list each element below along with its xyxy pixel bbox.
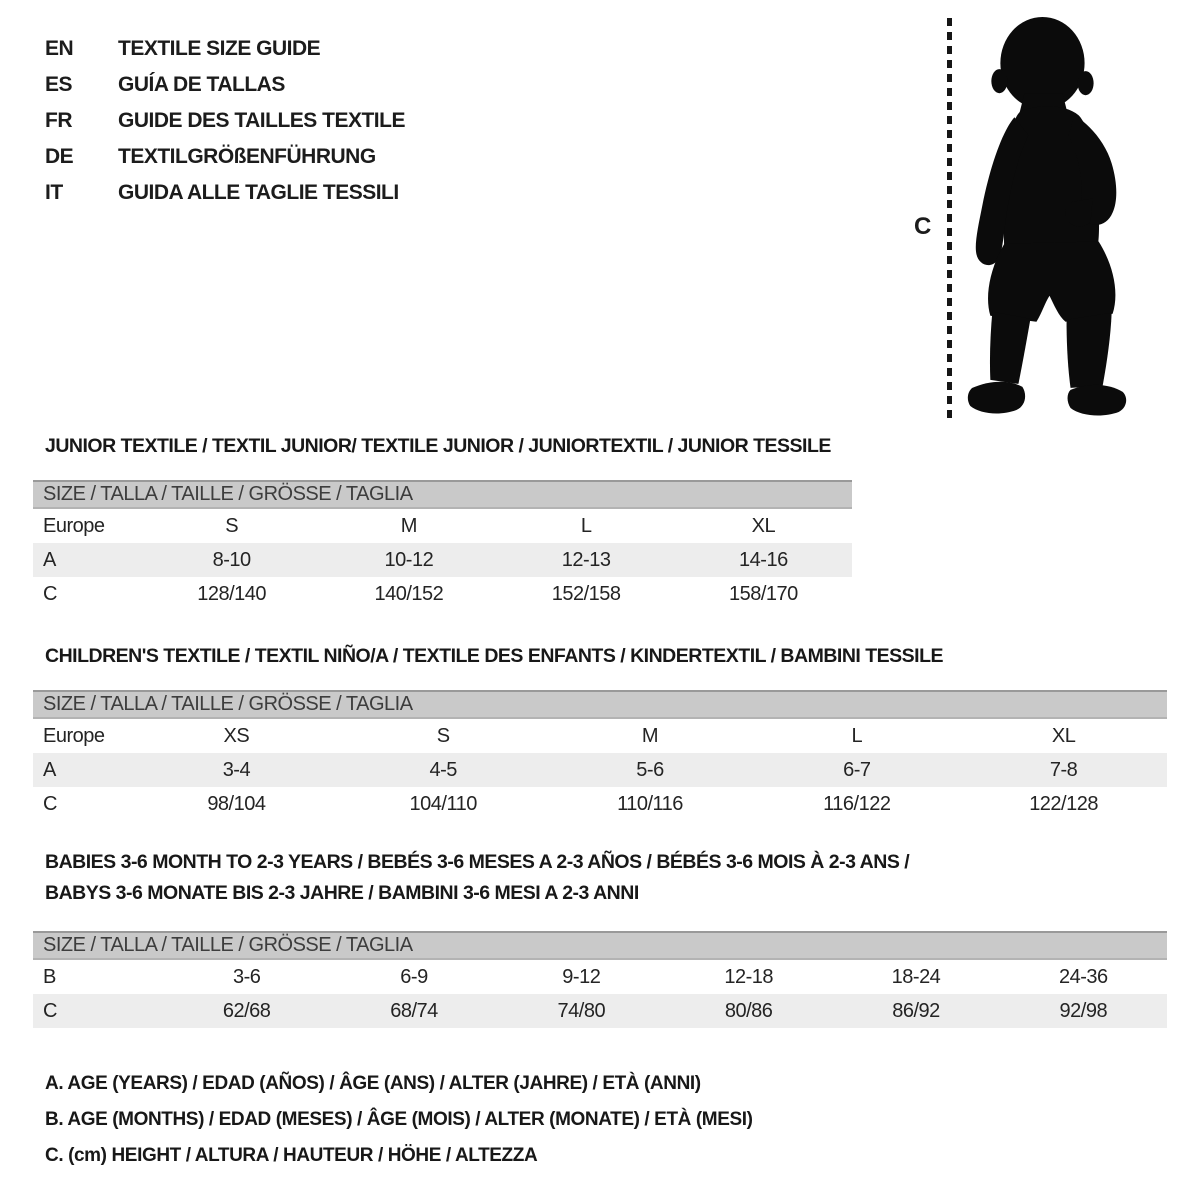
lang-code-en: EN [45,37,74,60]
lang-row-en [45,31,405,67]
height-value: 122/128 [1029,792,1098,815]
lang-label-fr: GUIDE DES TAILLES TEXTILE [118,109,405,132]
months-value: 6-9 [400,965,428,988]
childrens-table-title: CHILDREN'S TEXTILE / TEXTIL NIÑO/A / TEXTILE DES ENFANTS / KINDERTEXTIL / BAMBINI TESSILE [45,645,944,667]
measurement-legend [45,1066,753,1174]
row-label-a: A [43,758,56,781]
babies-title-line1: BABIES 3-6 MONTH TO 2-3 YEARS / BEBÉS 3-6 MESES A 2-3 AÑOS / BÉBÉS 3-6 MOIS À 2-3 ANS / [45,851,910,873]
junior-table-title: JUNIOR TEXTILE / TEXTIL JUNIOR/ TEXTILE JUNIOR / JUNIORTEXTIL / JUNIOR TESSILE [45,435,831,457]
lang-row-fr [45,103,405,139]
height-value: 80/86 [724,999,773,1022]
height-value: 152/158 [551,582,621,605]
height-value: 116/122 [823,792,891,815]
age-value: 6-7 [843,758,871,781]
babies-table-title [33,847,1167,909]
lang-label-es: GUÍA DE TALLAS [118,73,285,96]
childrens-height-row [33,787,1167,821]
age-value: 12-13 [561,548,611,571]
lang-label-it: GUIDA ALLE TAGLIE TESSILI [118,181,399,204]
height-measure-label: C [914,213,932,240]
height-value: 140/152 [374,582,444,605]
age-value: 14-16 [739,548,788,571]
babies-textile-section [33,847,1167,1028]
size-col-header: S [225,514,239,537]
lang-code-de: DE [45,145,74,168]
junior-height-row [33,577,852,611]
height-value: 128/140 [197,582,267,605]
months-value: 18-24 [891,965,941,988]
size-col-header: M [400,514,417,537]
size-col-header: XS [223,724,250,747]
months-value: 9-12 [562,965,601,988]
lang-label-de: TEXTILGRÖßENFÜHRUNG [118,145,376,168]
region-label: Europe [43,724,105,747]
height-value: 86/92 [892,999,940,1022]
childrens-age-row [33,753,1167,787]
height-value: 104/110 [409,792,477,815]
age-value: 3-4 [222,758,251,781]
row-label-c: C [43,999,57,1022]
row-label-c: C [43,582,57,605]
childrens-textile-section [33,644,1167,821]
age-value: 7-8 [1049,758,1078,781]
height-value: 74/80 [557,999,606,1022]
babies-height-row [33,994,1167,1028]
height-value: 158/170 [728,582,798,605]
row-label-c: C [43,792,57,815]
age-value: 10-12 [384,548,434,571]
height-value: 62/68 [222,999,271,1022]
height-value: 68/74 [390,999,438,1022]
lang-code-es: ES [45,73,73,96]
height-value: 92/98 [1059,999,1108,1022]
row-label-a: A [43,548,56,571]
toddler-silhouette-icon [962,15,1138,421]
lang-row-it [45,175,405,211]
babies-months-row [33,960,1167,994]
age-value: 5-6 [636,758,664,781]
babies-title-line2: BABYS 3-6 MONATE BIS 2-3 JAHRE / BAMBINI 3-6 MESI A 2-3 ANNI [45,882,639,904]
babies-size-header-bar: SIZE / TALLA / TAILLE / GRÖSSE / TAGLIA [33,931,1167,960]
age-value: 8-10 [212,548,251,571]
size-col-header: L [851,724,863,747]
legend-line-c: C. (cm) HEIGHT / ALTURA / HAUTEUR / HÖHE / ALTEZZA [45,1145,538,1166]
region-label: Europe [43,514,105,537]
lang-label-en: TEXTILE SIZE GUIDE [118,37,321,60]
months-value: 24-36 [1058,965,1108,988]
language-header [45,31,405,211]
junior-region-row [33,509,852,543]
row-label-b: B [43,965,56,988]
size-col-header: M [641,724,659,747]
months-value: 3-6 [232,965,261,988]
size-col-header: S [436,724,450,747]
junior-size-header-bar: SIZE / TALLA / TAILLE / GRÖSSE / TAGLIA [33,480,852,509]
height-dashed-line [947,18,952,419]
age-value: 4-5 [429,758,457,781]
childrens-region-row [33,719,1167,753]
height-value: 110/116 [617,792,683,815]
months-value: 12-18 [724,965,773,988]
junior-age-row [33,543,852,577]
lang-code-fr: FR [45,109,72,132]
lang-row-de [45,139,405,175]
childrens-size-header-bar: SIZE / TALLA / TAILLE / GRÖSSE / TAGLIA [33,690,1167,719]
size-col-header: XL [1051,724,1076,747]
height-value: 98/104 [207,792,266,815]
junior-textile-section [33,434,852,611]
size-col-header: L [580,514,592,537]
size-col-header: XL [751,514,776,537]
lang-code-it: IT [45,181,63,204]
legend-line-a: A. AGE (YEARS) / EDAD (AÑOS) / ÂGE (ANS) / ALTER (JAHRE) / ETÀ (ANNI) [45,1073,701,1094]
lang-row-es [45,67,405,103]
legend-line-b: B. AGE (MONTHS) / EDAD (MESES) / ÂGE (MOIS) / ALTER (MONATE) / ETÀ (MESI) [45,1109,753,1130]
